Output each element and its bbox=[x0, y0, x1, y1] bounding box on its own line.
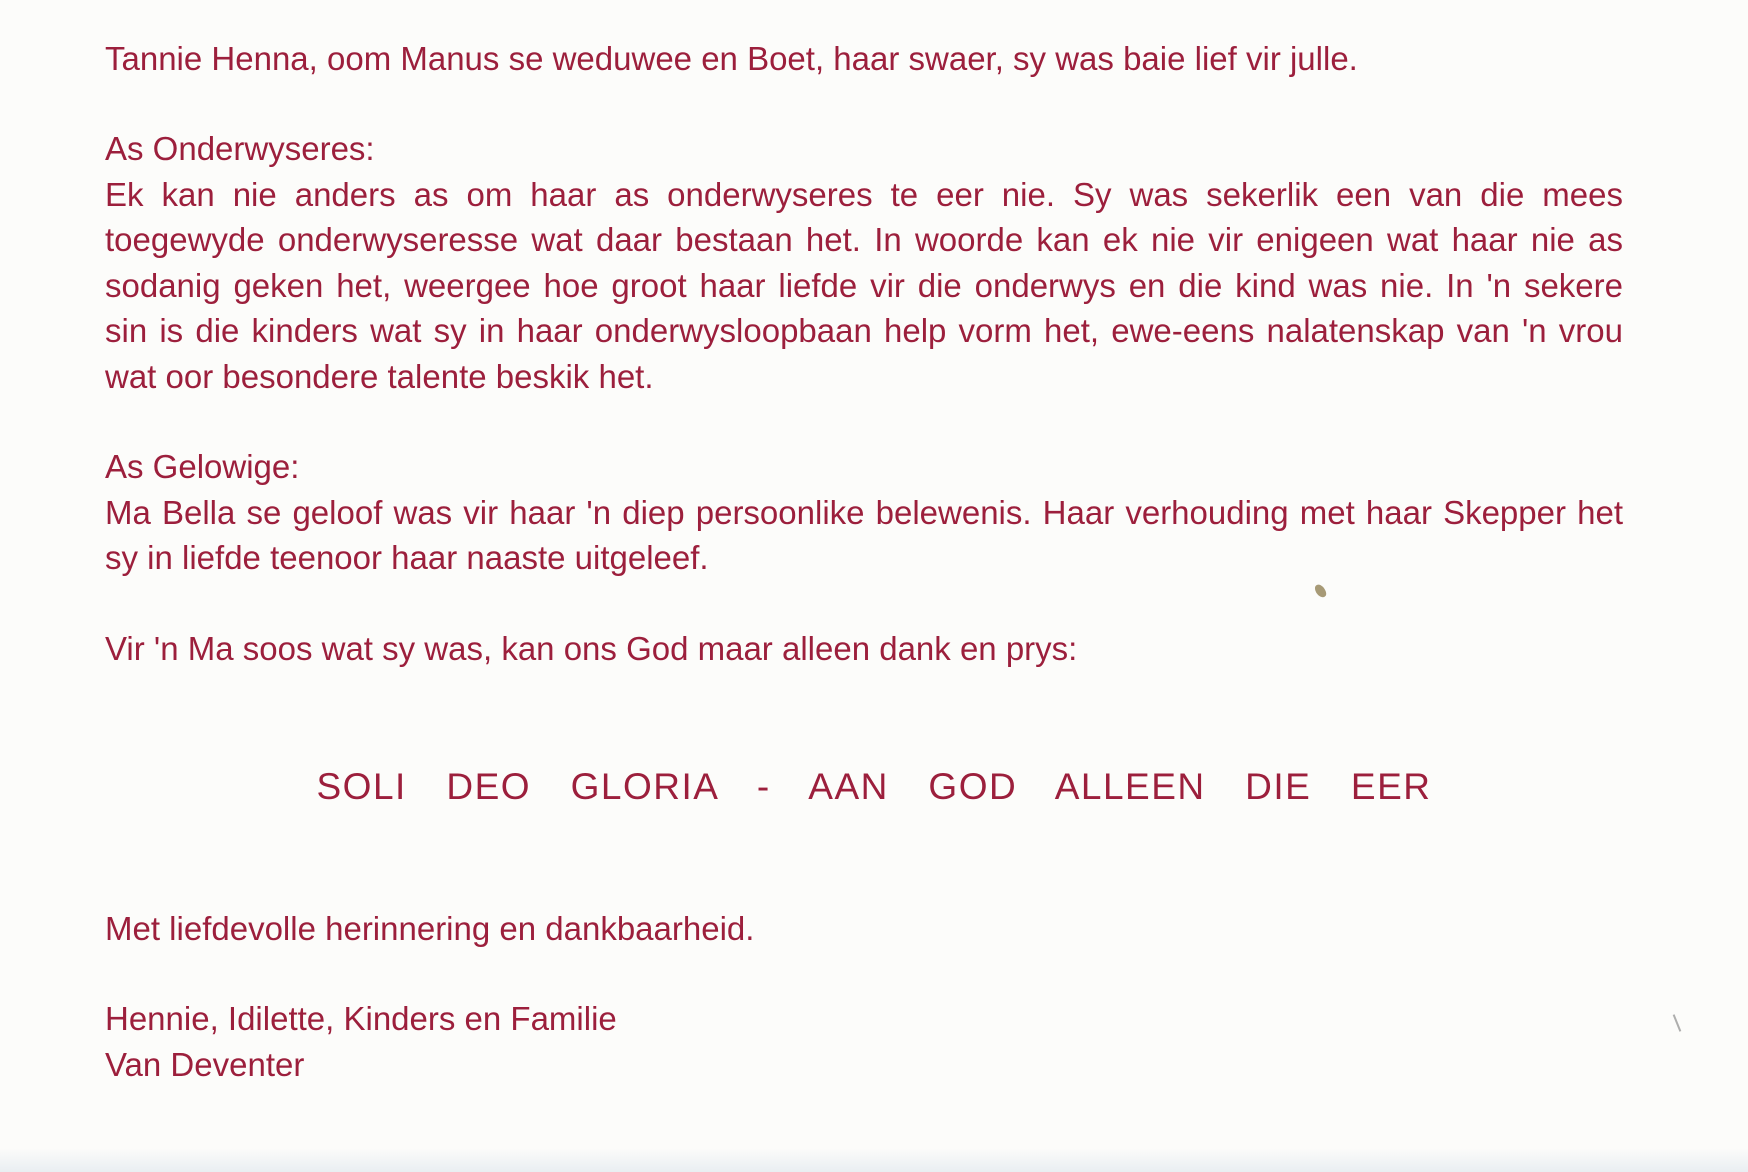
believer-paragraph bbox=[105, 490, 1623, 581]
believer-line: sy in liefde teenoor haar naaste uitgeleef. bbox=[105, 539, 709, 576]
intro-paragraph bbox=[105, 36, 1623, 82]
praise-paragraph bbox=[105, 626, 1623, 672]
signature-surname: Van Deventer bbox=[105, 1045, 305, 1083]
teacher-line: Ek kan nie anders as om haar as onderwyseres te eer nie. Sy was sekerlik een van die mees bbox=[105, 175, 1623, 213]
teacher-paragraph bbox=[105, 172, 1623, 400]
closing-paragraph bbox=[105, 906, 1623, 952]
teacher-heading: As Onderwyseres: bbox=[105, 130, 375, 167]
paper-mark bbox=[1673, 1014, 1682, 1031]
teacher-line: wat oor besondere talente beskik het. bbox=[105, 357, 654, 395]
teacher-line: sin is die kinders wat sy in haar onderwysloopbaan help vorm het, ewe-eens nalatenskap van 'n vrou bbox=[105, 312, 1623, 349]
believer-line: Ma Bella se geloof was vir haar 'n diep persoonlike belewenis. Haar verhouding met haar Skepper het bbox=[105, 493, 1623, 531]
believer-heading: As Gelowige: bbox=[105, 448, 300, 485]
motto: SOLI DEO GLORIA - AAN GOD ALLEEN DIE EER bbox=[316, 766, 1432, 807]
scan-edge-shadow bbox=[0, 1148, 1748, 1172]
teacher-line: sodanig geken het, weergee hoe groot haar liefde vir die onderwys en die kind was nie. In 'n sekere bbox=[105, 266, 1623, 304]
teacher-section bbox=[105, 126, 1623, 399]
teacher-line: toegewyde onderwyseresse wat daar bestaan het. In woorde kan ek nie vir enigeen wat haar nie as bbox=[105, 221, 1623, 258]
paper-speck bbox=[1313, 583, 1328, 600]
signature-names: Hennie, Idilette, Kinders en Familie bbox=[105, 1000, 617, 1037]
signature-block bbox=[105, 996, 1623, 1087]
closing-line: Met liefdevolle herinnering en dankbaarheid. bbox=[105, 910, 755, 947]
intro-line: Tannie Henna, oom Manus se weduwee en Boet, haar swaer, sy was baie lief vir julle. bbox=[105, 40, 1358, 77]
believer-section bbox=[105, 444, 1623, 581]
praise-line: Vir 'n Ma soos wat sy was, kan ons God maar alleen dank en prys: bbox=[105, 630, 1078, 667]
